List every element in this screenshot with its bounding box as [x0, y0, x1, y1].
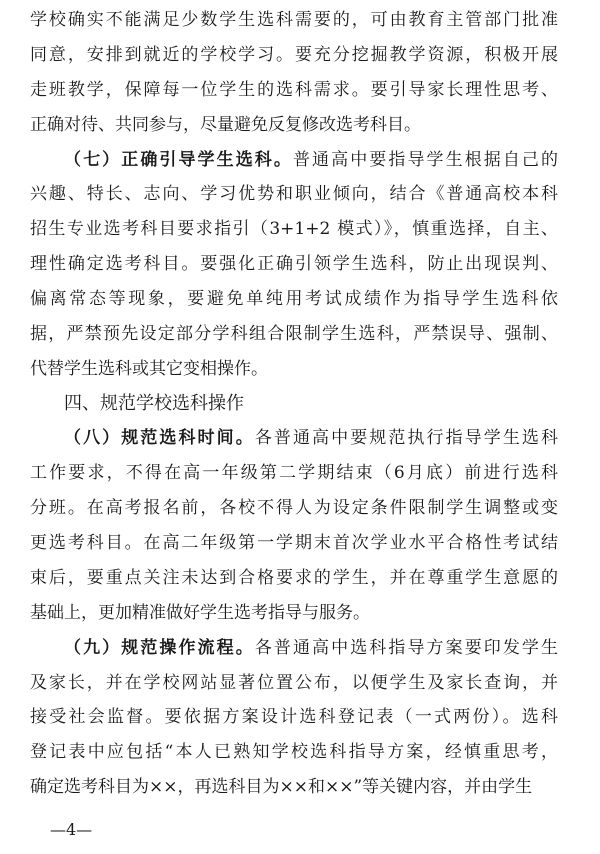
subsection-title: （九）规范操作流程。	[64, 637, 255, 658]
paragraph-first-line	[64, 422, 558, 454]
page-number: —4—	[50, 820, 93, 839]
text-line: 据，严禁预先设定部分学科组合限制学生选科，严禁误导、强制、	[30, 323, 558, 344]
text-line: 招生专业选考科目要求指引（3+1+2 模式）》，慎重选择，自主、	[30, 219, 558, 240]
paragraph-text: 普通高中要指导学生根据自己的	[292, 149, 558, 170]
paragraph-first-line	[64, 632, 558, 664]
subsection-title: （八）规范选科时间。	[64, 428, 255, 449]
text-line: 正确对待、共同参与，尽量避免反复修改选考科目。	[30, 114, 421, 135]
text-line: 分班。在高考报名前，各校不得人为设定条件限制学生调整或变	[30, 498, 558, 519]
text-line: 基础上，更加精准做好学生选考指导与服务。	[30, 602, 370, 623]
text-line: 理性确定选考科目。要强化正确引领学生选科，防止出现误判、	[30, 254, 558, 275]
section-heading: 四、规范学校选科操作	[64, 392, 244, 414]
text-line: 更选考科目。在高二年级第一学期末首次学业水平合格性考试结	[30, 533, 558, 553]
text-line: 束后，要重点关注未达到合格要求的学生，并在尊重学生意愿的	[30, 567, 558, 588]
text-line: 代替学生选科或其它变相操作。	[30, 358, 268, 379]
paragraph-text: 各普通高中要规范执行指导学生选科	[254, 428, 558, 449]
text-line: 同意，安排到就近的学校学习。要充分挖掘教学资源，积极开展	[30, 44, 558, 65]
text-line: 工作要求，不得在高一年级第二学期结束（6月底）前进行选科	[30, 463, 558, 484]
text-line: 偏离常态等现象，要避免单纯用考试成绩作为指导学生选科依	[30, 289, 558, 309]
text-line: 确定选考科目为××，再选科目为××和××”等关键内容，并由学生	[30, 777, 533, 798]
text-line: 走班教学，保障每一位学生的选科需求。要引导家长理性思考、	[30, 79, 558, 100]
text-line: 接受社会监督。要依据方案设计选科登记表（一式两份）。选科	[30, 707, 558, 728]
text-line: 学校确实不能满足少数学生选科需要的，可由教育主管部门批准	[30, 10, 558, 30]
paragraph-text: 各普通高中选科指导方案要印发学生	[254, 637, 558, 658]
paragraph-first-line	[64, 144, 558, 176]
text-line: 兴趣、特长、志向、学习优势和职业倾向，结合《普通高校本科	[30, 184, 558, 205]
subsection-title: （七）正确引导学生选科。	[64, 149, 293, 170]
text-line: 及家长，并在学校网站显著位置公布，以便学生及家长查询，并	[30, 672, 558, 693]
text-line: 登记表中应包括“本人已熟知学校选科指导方案，经慎重思考，	[30, 742, 558, 763]
